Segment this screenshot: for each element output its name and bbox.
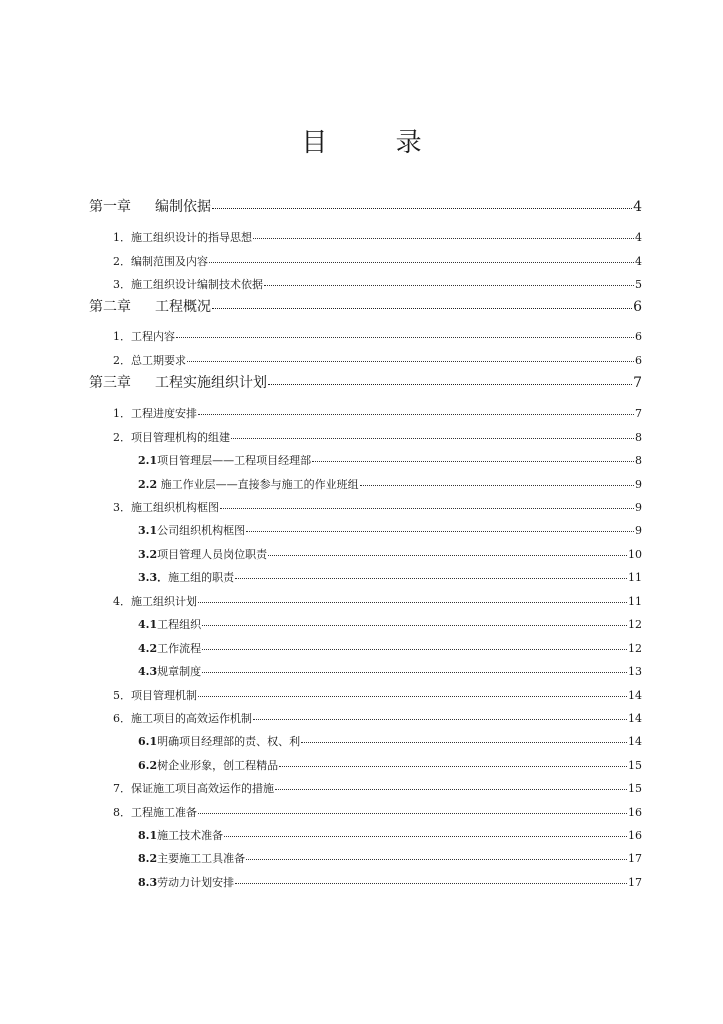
dot-leader <box>264 284 634 286</box>
section-title: 1．施工组织设计的指导思想 <box>113 231 252 244</box>
subsection-title: 公司组织机构框图 <box>157 524 246 537</box>
page-number: 14 <box>628 735 642 748</box>
section-title: 4．施工组织计划 <box>113 595 197 608</box>
dot-leader <box>235 577 627 579</box>
page-number: 14 <box>628 712 642 725</box>
dot-leader <box>235 882 627 884</box>
dot-leader <box>268 383 632 385</box>
subsection-number: 6.1 <box>138 735 158 748</box>
page-number: 11 <box>628 595 642 608</box>
section-title: 3．施工组织设计编制技术依据 <box>113 278 263 291</box>
toc-section[interactable] <box>113 229 642 245</box>
subsection-title: 施工组的职责 <box>168 571 235 584</box>
toc-section[interactable] <box>113 276 642 292</box>
page-number: 7 <box>635 407 642 420</box>
subsection-title: 明确项目经理部的责、权、利 <box>157 735 301 748</box>
page-number: 11 <box>628 571 642 584</box>
dot-leader <box>202 671 627 673</box>
chapter-number: 第三章 <box>89 375 131 391</box>
page-number: 10 <box>628 548 642 561</box>
page-number: 14 <box>628 689 642 702</box>
section-title: 2．总工期要求 <box>113 354 186 367</box>
toc-section[interactable] <box>113 687 642 703</box>
dot-leader <box>253 718 627 720</box>
page-number: 9 <box>635 478 642 491</box>
dot-leader <box>198 695 627 697</box>
dot-leader <box>246 530 634 532</box>
section-title: 3．施工组织机构框图 <box>113 501 219 514</box>
toc-subsection[interactable] <box>138 663 642 679</box>
subsection-number: 4.1 <box>138 618 158 631</box>
dot-leader <box>187 360 634 362</box>
page-number: 4 <box>633 199 642 215</box>
section-title: 2．项目管理机构的组建 <box>113 431 230 444</box>
chapter-number: 第二章 <box>89 299 131 315</box>
subsection-title: 施工作业层——直接参与施工的作业班组 <box>157 478 359 491</box>
dot-leader <box>253 237 634 239</box>
toc-subsection[interactable] <box>138 827 642 843</box>
toc-section[interactable] <box>113 593 642 609</box>
toc-section[interactable] <box>113 352 642 368</box>
page-number: 12 <box>628 642 642 655</box>
section-title: 6．施工项目的高效运作机制 <box>113 712 252 725</box>
subsection-number: 6.2 <box>138 759 158 772</box>
subsection-title: 施工技术准备 <box>157 829 224 842</box>
toc-chapter[interactable] <box>89 372 642 392</box>
subsection-number: 4.2 <box>138 642 158 655</box>
page-number: 15 <box>628 759 642 772</box>
section-title: 5．项目管理机制 <box>113 689 197 702</box>
toc-subsection[interactable] <box>138 733 642 749</box>
dot-leader <box>231 437 634 439</box>
chapter-title: 工程实施组织计划 <box>155 375 267 391</box>
chapter-title: 编制依据 <box>155 199 211 215</box>
section-title: 8．工程施工准备 <box>113 806 197 819</box>
page-number: 4 <box>635 255 642 268</box>
subsection-number: 2.2 <box>138 478 158 491</box>
page-number: 6 <box>635 330 642 343</box>
page-number: 8 <box>635 454 642 467</box>
dot-leader <box>268 554 627 556</box>
toc-section[interactable] <box>113 804 642 820</box>
chapter-number: 第一章 <box>89 199 131 215</box>
page-number: 17 <box>628 876 642 889</box>
toc-section[interactable] <box>113 328 642 344</box>
page-number: 7 <box>633 375 642 391</box>
dot-leader <box>212 307 632 309</box>
dot-leader <box>275 788 627 790</box>
subsection-number: 4.3 <box>138 665 158 678</box>
subsection-title: 劳动力计划安排 <box>157 876 235 889</box>
dot-leader <box>202 648 627 650</box>
dot-leader <box>360 484 634 486</box>
toc-subsection[interactable] <box>138 522 642 538</box>
subsection-title: 规章制度 <box>157 665 202 678</box>
toc-section[interactable] <box>113 429 642 445</box>
section-title: 1．工程内容 <box>113 330 175 343</box>
page-number: 17 <box>628 852 642 865</box>
page-number: 5 <box>635 278 642 291</box>
dot-leader <box>279 765 627 767</box>
toc-subsection[interactable] <box>138 546 642 562</box>
page-number: 6 <box>633 299 642 315</box>
page-number: 4 <box>635 231 642 244</box>
dot-leader <box>209 261 634 263</box>
page-number: 9 <box>635 501 642 514</box>
subsection-title: 主要施工工具准备 <box>157 852 246 865</box>
dot-leader <box>198 812 627 814</box>
subsection-title: 项目管理层——工程项目经理部 <box>157 454 312 467</box>
toc-subsection[interactable] <box>138 476 642 492</box>
section-title: 2．编制范围及内容 <box>113 255 208 268</box>
toc-subsection[interactable] <box>138 616 642 632</box>
subsection-title: 项目管理人员岗位职责 <box>157 548 268 561</box>
subsection-number: 2.1 <box>138 454 158 467</box>
dot-leader <box>224 835 627 837</box>
dot-leader <box>176 336 634 338</box>
toc-subsection[interactable] <box>138 569 642 585</box>
subsection-number: 3.2 <box>138 548 158 561</box>
page-number: 13 <box>628 665 642 678</box>
section-title: 1．工程进度安排 <box>113 407 197 420</box>
section-title: 7．保证施工项目高效运作的措施 <box>113 782 274 795</box>
subsection-number: 8.3 <box>138 876 158 889</box>
toc-chapter[interactable] <box>89 196 642 216</box>
dot-leader <box>220 507 634 509</box>
page-title: 目 录 <box>301 128 452 158</box>
chapter-title: 工程概况 <box>155 299 211 315</box>
subsection-title: 树企业形象，创工程精品 <box>157 759 279 772</box>
subsection-title: 工作流程 <box>157 642 202 655</box>
dot-leader <box>212 207 632 209</box>
toc-chapter[interactable] <box>89 296 642 316</box>
dot-leader <box>198 601 627 603</box>
toc-subsection[interactable] <box>138 640 642 656</box>
subsection-number: 8.1 <box>138 829 158 842</box>
subsection-number: 3.1 <box>138 524 158 537</box>
dot-leader <box>312 460 634 462</box>
page-number: 8 <box>635 431 642 444</box>
subsection-number: 8.2 <box>138 852 158 865</box>
toc-subsection[interactable] <box>138 850 642 866</box>
dot-leader <box>198 413 634 415</box>
dot-leader <box>301 741 627 743</box>
page-number: 12 <box>628 618 642 631</box>
toc-section[interactable] <box>113 253 642 269</box>
page-number: 6 <box>635 354 642 367</box>
dot-leader <box>246 858 627 860</box>
page-number: 15 <box>628 782 642 795</box>
page-number: 16 <box>628 806 642 819</box>
page-number: 9 <box>635 524 642 537</box>
subsection-title: 工程组织 <box>157 618 202 631</box>
page-number: 16 <box>628 829 642 842</box>
toc-section[interactable] <box>113 405 642 421</box>
toc-subsection[interactable] <box>138 874 642 890</box>
toc-section[interactable] <box>113 780 642 796</box>
toc-subsection[interactable] <box>138 452 642 468</box>
subsection-number: 3.3． <box>138 571 169 584</box>
toc-section[interactable] <box>113 499 642 515</box>
dot-leader <box>202 624 627 626</box>
toc-subsection[interactable] <box>138 757 642 773</box>
toc-section[interactable] <box>113 710 642 726</box>
